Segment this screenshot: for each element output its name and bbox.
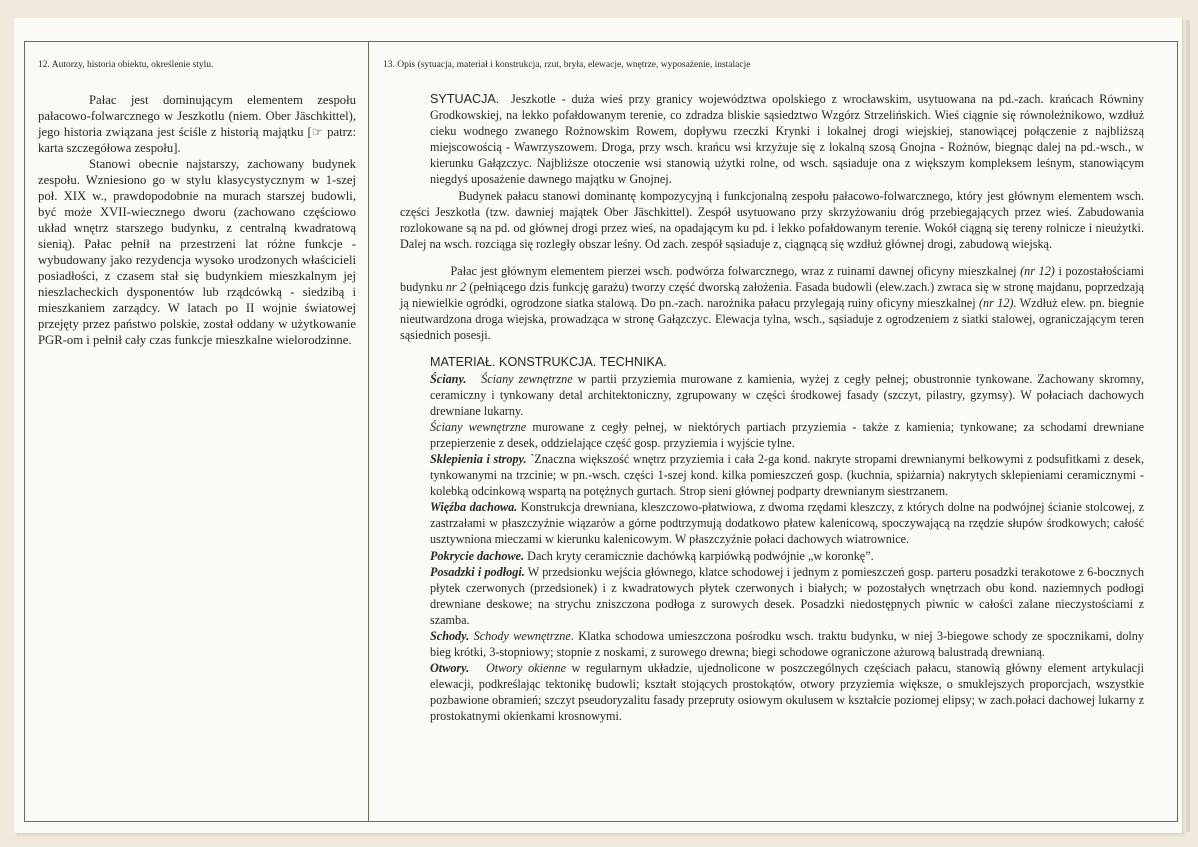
sciany-paragraph-1 (430, 371, 1144, 419)
sciany-zewnetrzne-label: Ściany zewnętrzne (481, 371, 573, 386)
pokrycie-label: Pokrycie dachowe. (430, 548, 525, 563)
sytuacja-paragraph-2 (400, 188, 1144, 252)
material-title: MATERIAŁ. KONSTRUKCJA. TECHNIKA. (430, 355, 667, 370)
schody-paragraph (430, 628, 1144, 660)
sytuacja-title: SYTUACJA. (430, 92, 500, 106)
otwory-text: w regularnym układzie, ujednolicone w poszczególnych częściach pałacu, stanowią główny element artykulacji elewacji, podkreślając tektonikę budowli; kształt stojących prostokątów, otwory przyziemia większe, o smuklejszych proporcjach, wszystkie pozbawione obramień; szczyt pseudoryzalitu fasady przepruty osiowym okulusem w kształcie poziomej elipsy; w zach.połaci dachowej lukarny z prostokatnymi okienkami krosnowymi. (430, 661, 1144, 724)
sytuacja-text-3b: i pozostałościami budynku (400, 263, 1144, 295)
sytuacja-paragraph-3 (400, 263, 1144, 343)
posadzki-label: Posadzki i podłogi. (430, 564, 525, 579)
pokrycie-text: Dach kryty ceramicznie dachówką karpiówką podwójnie „w koronkę”. (524, 548, 874, 563)
sytuacja-text-3d: Wzdłuż elew. pn. biegnie nieutwardzona droga wiejska, prowadząca w stronę Gałązczyc. Elewacja tylna, wsch., sąsiaduje z ogrodzeniem z siatki stalowej, ograniczającym teren sąsiednich posesji. (400, 296, 1144, 343)
material-section (430, 354, 1144, 370)
description-column (400, 91, 1145, 725)
posadzki-text: W przedsionku wejścia głównego, klatce schodowej i jednym z pomieszczeń gosp. parteru posadzki terakotowe z 6-bocznych płytek czerwonych (przedsionek) i z kwadratowych płytek czerwonych i białych; w pozostałych wnętrzach obu kond. naziemnych podłogi drewniane deskowe; na strychu zniszczona podłoga z surowych desek. Posadzki niedostępnych piwnic w całości zalane nieczystościami z szamba. (430, 564, 1144, 627)
pokrycie-paragraph (430, 548, 1144, 564)
right-column-header: 13. Opis (sytuacja, materiał i konstrukcja, rzut, bryła, elewacje, wnętrze, wyposażenie, instalacje (383, 60, 751, 70)
sytuacja-text-2: Budynek pałacu stanowi dominantę kompozycyjną i funkcjonalną zespołu pałacowo-folwarcznego, który jest głównym elementem wsch. części Jeszkotla (tzw. dawniej majątek Ober Jäschkittel). Zespół usytuowano przy skrzyżowaniu dróg przebiegających przez wieś. Zabudowania rozlokowane są na pd. od głównej drogi przez wieś, na opadającym ku pd. i lekko pofałdowanym terenie. Wokół ciągną się tereny rolnicze i nieużytki. Dalej na wsch. rozciąga się rozległy obszar leśny. Od zach. zespół sąsiaduje z, ciągnącą się wzdłuż głównej drogi, zabudową wiejską. (400, 188, 1145, 251)
sytuacja-text-3c: (pełniącego dzis funkcję garażu) tworzy część dworską założenia. Fasada budowli (elew.zach.) zwraca się w stronę majdanu, poprzedzają ją niewielkie ogródki, ogrodzone siatka stalową. Do pn.-zach. narożnika pałacu przylegają ruiny oficyny mieszkalnej (400, 280, 1144, 311)
sklepienia-paragraph (430, 451, 1144, 499)
wiezba-label: Więźba dachowa. (430, 500, 518, 515)
reference-nr-2: nr 2 (445, 280, 467, 295)
otwory-label: Otwory. (430, 661, 470, 676)
wiezba-paragraph (430, 499, 1144, 547)
reference-nr-12-b: (nr 12). (978, 296, 1017, 311)
schody-wewnetrzne-label: Schody wewnętrzne (473, 629, 571, 643)
page-edge (1186, 20, 1190, 832)
schody-text: . Klatka schodowa umieszczona pośrodku wsch. traktu budynku, w niej 3-biegowe schody ze spocznikami, dolny bieg krótki, 3-stopniowy; stopnie z noskami, z surowego drewna; biegi schodowe ograniczone ażurową balustradą drewnianą. (430, 629, 1144, 660)
sytuacja-paragraph-1 (430, 91, 1144, 188)
sytuacja-text-1: Jeszkotle - duża wieś przy granicy województwa opolskiego z wrocławskim, usytuowana na pd.-zach. krańcach Równiny Grodkowskiej, na lekko pofałdowanym terenie, co zdradza bliskie sąsiedztwo Wzgórz Strzelińskich. Wieś ciągnie się równoleżnikowo, wzdłuż cieku wodnego zwanego Rożnowskim Rowem, dopływu rzeczki Krynki i lokalnej drogi wiejskiej, stanowiącej połączenie z najbliższą miejscowością - Wawrzyszowem. Droga, przy wsch. krańcu wsi krzyżuje się z lokalną szosą Gnojna - Rożnów, biegnąc dalej na pd.-wsch., w kierunku Gałązczyc. Najbliższe otoczenie wsi stanowią użytki rolne, od wsch. sąsiaduje ona z większym kompleksem leśnym, stanowiącym niegdyś uposażenie dawnego majątku w Gnojnej. (430, 92, 1145, 187)
history-column (38, 92, 356, 348)
wiezba-text: Konstrukcja drewniana, kleszczowo-płatwiowa, z dwoma rzędami kleszczy, z których dolne na podwójnej ścianie stolcowej, z zastrzałami w płaszczyźnie wiązarów a górne podtrzymują dodatkowo płatew kalenicową, spoczywającą na rzędzie słupów środkowych; całość usztywniona mieczami w kierunku kalenicowym. W płaszczyźnie połaci dachowych wiatrownice. (430, 500, 1144, 547)
sciany-wewnetrzne-label: Ściany wewnętrzne (430, 419, 527, 434)
sciany-label: Ściany. (430, 371, 467, 386)
reference-nr-12: (nr 12) (1020, 263, 1055, 278)
sciany-paragraph-2 (430, 419, 1144, 451)
otwory-okienne-label: Otwory okienne (485, 661, 566, 676)
sklepienia-text: `Znaczna większość wnętrz przyziemia i cała 2-ga kond. nakryte stropami drewnianymi belkowymi z podsufitkami z desek, tynkowanymi na trzcinie; w pn.-wsch. części 1-szej kond. kilka pomieszczeń gosp. (kuchnia, spiżarnia) nakrytych sklepieniami ceramicznymi - kolebką odcinkową wspartą na potężnych gurtach. Strop sieni głównej podparty drewnianym siestrzanem. (430, 451, 1144, 499)
posadzki-paragraph (430, 564, 1144, 628)
history-paragraph-2: Stanowi obecnie najstarszy, zachowany budynek zespołu. Wzniesiono go w stylu klasycystycznym w 1-szej poł. XIX w., prawdopodobnie na murach starszej budowli, być może XVII-wiecznego dworu (zachowano częściowo układ wnętrz starszego budynku, z centralną kwadratową sienią). Pałac pełnił na przestrzeni lat różne funkcje - wybudowany jako rezydencja wysoko urodzonych właścicieli posiadłości, z czasem stał się budynkiem mieszkalnym jej nieszlacheckich dysponentów lub rządcówką - siedzibą i mieszkaniem zarządcy. W latach po II wojnie światowej przejęty przez państwo polskie, został oddany w użytkowanie PGR-om i pełnił cały czas funkcje mieszkalne wielorodzinne. (38, 157, 356, 347)
left-column-header: 12. Autorzy, historia obiektu, określenie stylu. (38, 60, 214, 70)
history-paragraph-1: Pałac jest dominującym elementem zespołu pałacowo-folwarcznego w Jeszkotlu (niem. Ober Jäschkittel), jego historia związana jest ściśle z historią majątku [☞ patrz: karta szczegółowa zespołu]. (38, 93, 356, 155)
column-divider (368, 41, 369, 822)
sytuacja-text-3a: Pałac jest głównym elementem pierzei wsch. podwórza folwarcznego, wraz z ruinami dawnej oficyny mieszkalnej (450, 263, 1021, 278)
sciany-zewnetrzne-text: w partii przyziemia murowane z kamienia, wyżej z cegły pełnej; obustronnie tynkowane. Zachowany skromny, ceramiczny i tynkowany detal architektoniczny, zgrupowany w części środkowej fasady (szczyt, pilastry, gzymsy). W połaciach dachowych drewniane lukarny. (430, 371, 1145, 418)
sciany-wewnetrzne-text: murowane z cegły pełnej, w niektórych partiach przyziemia - także z kamienia; tynkowane; za schodami drewniane przepierzenie z desek, oddzielające część gosp. przyziemia i wyjście tylne. (430, 419, 1144, 450)
sklepienia-label: Sklepienia i stropy. (430, 451, 527, 466)
schody-label: Schody. (430, 629, 470, 643)
otwory-paragraph (430, 660, 1144, 724)
